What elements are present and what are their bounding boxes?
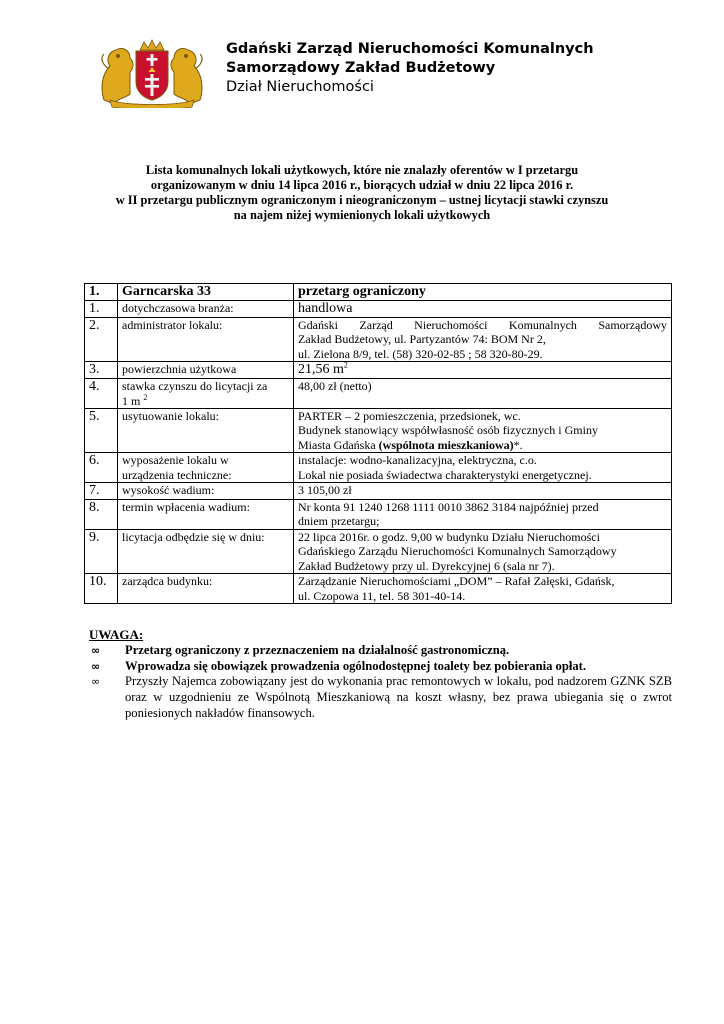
row-number: 1.	[85, 301, 118, 318]
value-line: instalacje: wodno-kanalizacyjna, elektryczna, c.o.	[298, 453, 537, 468]
row-value	[294, 362, 672, 379]
row-number: 6.	[85, 453, 118, 483]
table-row	[85, 529, 672, 573]
note-text: Wprowadza się obowiązek prowadzenia ogólnodostępnej toalety bez pobierania opłat.	[125, 658, 586, 673]
row-number: 5.	[85, 409, 118, 453]
label-unit-exponent: 2	[143, 392, 148, 402]
row-value	[294, 318, 672, 362]
notes-section	[89, 627, 672, 722]
row-label: usytuowanie lokalu:	[118, 409, 294, 453]
label-line: urządzenia techniczne:	[122, 467, 232, 482]
table-row	[85, 483, 672, 500]
row-label: dotychczasowa branża:	[118, 301, 294, 318]
value-line: Budynek stanowiący współwłasność osób fizycznych i Gminy	[298, 423, 598, 438]
value-line: PARTER – 2 pomieszczenia, przedsionek, wc.	[298, 409, 521, 424]
table-header-row	[85, 284, 672, 301]
value-line: Lokal nie posiada świadectwa charakterystyki energetycznej.	[298, 467, 592, 482]
org-department: Dział Nieruchomości	[226, 79, 374, 95]
area-unit-exponent: 2	[343, 360, 348, 370]
list-item	[89, 674, 672, 721]
value-text: *.	[513, 437, 523, 452]
area-value: 21,56 m	[298, 362, 344, 378]
row-value	[294, 409, 672, 453]
table-row	[85, 574, 672, 604]
infinity-bullet-icon: ∞	[91, 643, 101, 657]
note-text: Przetarg ograniczony z przeznaczeniem na działalność gastronomiczną.	[125, 642, 510, 657]
row-value	[294, 500, 672, 530]
tender-type: przetarg ograniczony	[294, 284, 672, 301]
org-name-line2: Samorządowy Zakład Budżetowy	[226, 60, 496, 76]
org-name-line1: Gdański Zarząd Nieruchomości Komunalnych	[226, 41, 594, 57]
label-unit: 1 m	[122, 393, 141, 408]
row-number: 9.	[85, 529, 118, 573]
table-row	[85, 409, 672, 453]
row-number: 7.	[85, 483, 118, 500]
table-row	[85, 318, 672, 362]
list-item	[89, 643, 672, 659]
row-value: handlowa	[294, 301, 672, 318]
row-number: 3.	[85, 362, 118, 379]
row-label: wysokość wadium:	[118, 483, 294, 500]
table-row	[85, 500, 672, 530]
row-label: licytacja odbędzie się w dniu:	[118, 529, 294, 573]
property-details-table	[84, 283, 672, 604]
label-line: stawka czynszu do licytacji za	[122, 379, 268, 394]
row-number: 8.	[85, 500, 118, 530]
list-item	[89, 659, 672, 675]
value-line	[298, 438, 667, 452]
row-value	[294, 453, 672, 483]
title-line4: na najem niżej wymienionych lokali użytkowych	[233, 208, 491, 222]
value-line: ul. Zielona 8/9, tel. (58) 320-02-85 ; 58 320-80-29.	[298, 346, 543, 361]
row-number: 4.	[85, 379, 118, 409]
row-value	[294, 574, 672, 604]
value-line: 22 lipca 2016r. o godz. 9,00 w budynku Działu Nieruchomości	[298, 529, 600, 544]
label-line	[122, 394, 289, 408]
row-value	[294, 529, 672, 573]
title-line3: w II przetargu publicznym ograniczonym i nieograniczonym – ustnej licytacji stawki czynszu	[115, 193, 609, 207]
value-line: dniem przetargu;	[298, 514, 380, 529]
property-address: Garncarska 33	[118, 284, 294, 301]
value-bold-text: (wspólnota mieszkaniowa)	[378, 437, 514, 452]
row-number: 2.	[85, 318, 118, 362]
row-value: 3 105,00 zł	[294, 483, 672, 500]
note-text: Przyszły Najemca zobowiązany jest do wykonania prac remontowych w lokalu, pod nadzorem GZNK SZB oraz w uzgodnieniu ze Wspólnotą Mieszkaniową na koszt własny, bez prawa ubiegania się o zwrot poniesionych nakładów finansowych.	[125, 674, 672, 720]
document-title	[60, 163, 664, 223]
table-row	[85, 362, 672, 379]
table-row	[85, 453, 672, 483]
label-line: wyposażenie lokalu w	[122, 453, 229, 468]
row-label	[118, 379, 294, 409]
value-line: Zarządzanie Nieruchomościami „DOM” – Rafał Załęski, Gdańsk,	[298, 574, 615, 589]
value-line: ul. Czopowa 11, tel. 58 301-40-14.	[298, 588, 466, 603]
row-label: zarządca budynku:	[118, 574, 294, 604]
table-row	[85, 301, 672, 318]
value-line: Gdańskiego Zarządu Nieruchomości Komunalnych Samorządowy	[298, 544, 617, 559]
value-line: Zakład Budżetowy, ul. Partyzantów 74: BOM Nr 2,	[298, 332, 546, 347]
row-label: administrator lokalu:	[118, 318, 294, 362]
table-row	[85, 379, 672, 409]
row-label: termin wpłacenia wadium:	[118, 500, 294, 530]
value-line: Zakład Budżetowy przy ul. Dyrekcyjnej 6 (sala nr 7).	[298, 558, 555, 573]
row-label	[118, 453, 294, 483]
notes-heading: UWAGA:	[89, 627, 144, 642]
value-text: Miasta Gdańska	[298, 437, 376, 452]
organization-header	[226, 40, 594, 97]
title-line2: organizowanym w dniu 14 lipca 2016 r., biorących udział w dniu 22 lipca 2016 r.	[150, 178, 574, 192]
row-number: 1.	[85, 284, 118, 301]
infinity-bullet-icon: ∞	[91, 675, 101, 689]
value-line: Nr konta 91 1240 1268 1111 0010 3862 3184 najpóźniej przed	[298, 500, 599, 515]
value-line: Gdański Zarząd Nieruchomości Komunalnych Samorządowy	[298, 318, 667, 332]
infinity-bullet-icon: ∞	[91, 659, 101, 673]
title-line1: Lista komunalnych lokali użytkowych, które nie znalazły oferentów w I przetargu	[145, 163, 579, 177]
gdansk-coat-of-arms-icon	[96, 38, 208, 108]
row-number: 10.	[85, 574, 118, 604]
row-value: 48,00 zł (netto)	[294, 379, 672, 409]
row-label: powierzchnia użytkowa	[118, 362, 294, 379]
